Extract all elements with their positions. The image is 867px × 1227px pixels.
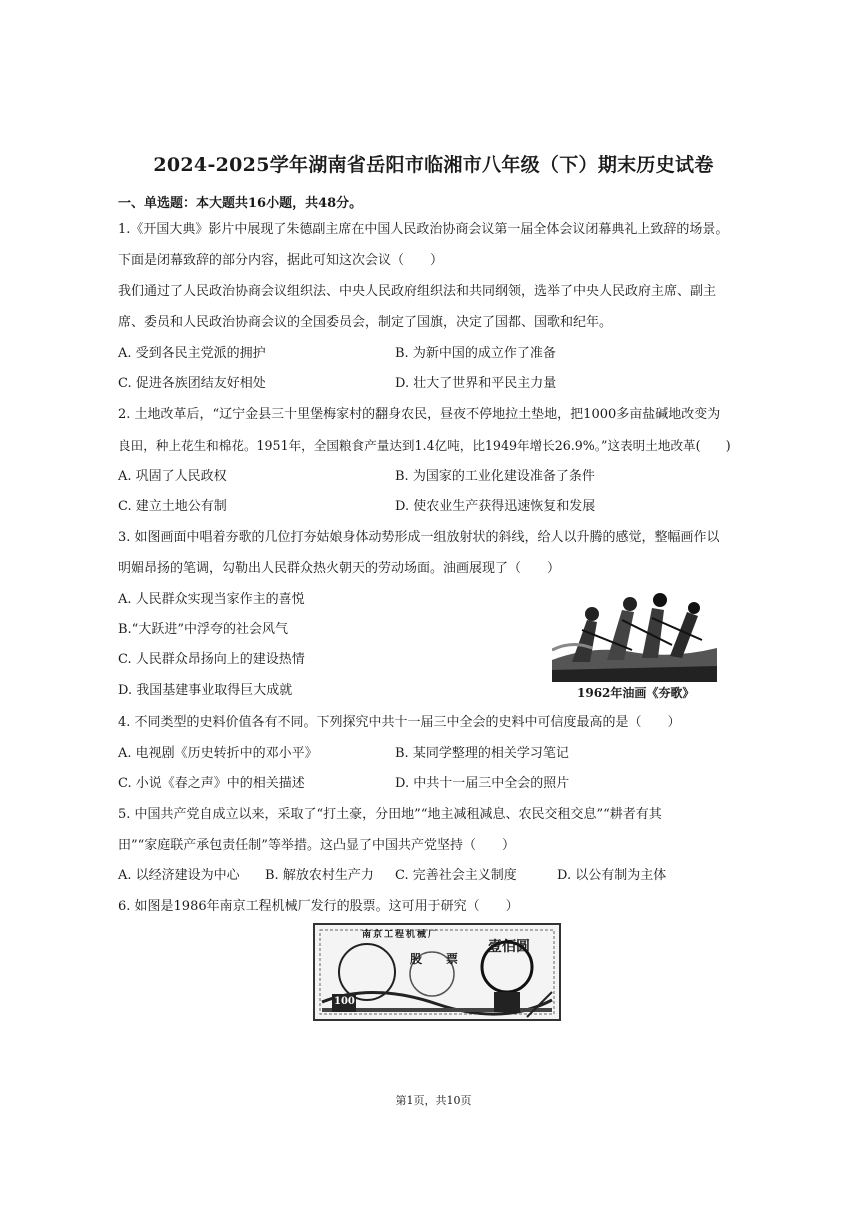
oil-painting-hangge-image <box>552 590 717 682</box>
question-3-option-c: C. 人民群众昂扬向上的建设热情 <box>118 652 305 667</box>
stock-label-text: 股 票 <box>410 952 459 966</box>
question-1-line-2: 下面是闭幕致辞的部分内容，据此可知这次会议（ ） <box>118 253 444 268</box>
question-1-quote-1: 我们通过了人民政治协商会议组织法、中央人民政府组织法和共同纲领，选举了中央人民政府主席、副主 <box>118 284 717 299</box>
page-title: 2024-2025学年湖南省岳阳市临湘市八年级（下）期末历史试卷 <box>153 154 714 176</box>
question-2-option-d: D. 使农业生产获得迅速恢复和发展 <box>395 499 596 514</box>
question-1-option-a: A. 受到各民主党派的拥护 <box>118 346 266 361</box>
painting-caption: 1962年油画《夯歌》 <box>577 686 695 700</box>
stock-corner-value: 100 <box>334 996 355 1007</box>
stock-certificate-image <box>312 922 562 1022</box>
question-4-option-a: A. 电视剧《历史转折中的邓小平》 <box>118 746 318 761</box>
question-2-line-1: 2. 土地改革后，“辽宁金县三十里堡梅家村的翻身农民，昼夜不停地拉土垫地，把1000多亩盐碱地改变为 <box>118 407 721 422</box>
question-4-line-1: 4. 不同类型的史料价值各有不同。下列探究中共十一届三中全会的史料中可信度最高的是（ ） <box>118 715 681 730</box>
question-5-line-2: 田”“家庭联产承包责任制”等举措。这凸显了中国共产党坚持（ ） <box>118 838 515 853</box>
question-2-option-a: A. 巩固了人民政权 <box>118 469 227 484</box>
question-1-option-c: C. 促进各族团结友好相处 <box>118 376 266 391</box>
stock-value-text: 壹佰圆 <box>488 939 530 955</box>
question-1-option-d: D. 壮大了世界和平民主力量 <box>395 376 557 391</box>
question-3-line-1: 3. 如图画面中唱着夯歌的几位打夯姑娘身体动势形成一组放射状的斜线，给人以升腾的感觉，整幅画作以 <box>118 530 720 545</box>
question-3-line-2: 明媚昂扬的笔调，勾勒出人民群众热火朝天的劳动场面。油画展现了（ ） <box>118 561 561 576</box>
question-2-line-2: 良田，种上花生和棉花。1951年，全国粮食产量达到1.4亿吨，比1949年增长26.9%。”这表明土地改革( ) <box>118 438 731 453</box>
question-4-option-d: D. 中共十一届三中全会的照片 <box>395 776 570 791</box>
question-1-line-1: 1.《开国大典》影片中展现了朱德副主席在中国人民政治协商会议第一届全体会议闭幕典礼上致辞的场景。 <box>118 222 729 237</box>
question-1-option-b: B. 为新中国的成立作了准备 <box>395 346 556 361</box>
question-5-line-1: 5. 中国共产党自成立以来，采取了“打土豪，分田地”“地主减租减息、农民交租交息”“耕者有其 <box>118 807 662 822</box>
question-3-option-b: B.“大跃进”中浮夸的社会风气 <box>118 622 288 637</box>
question-3-option-a: A. 人民群众实现当家作主的喜悦 <box>118 592 305 607</box>
question-4-option-b: B. 某同学整理的相关学习笔记 <box>395 746 569 761</box>
question-5-option-a: A. 以经济建设为中心 <box>118 868 240 883</box>
section-heading: 一、单选题：本大题共16小题，共48分。 <box>118 196 363 211</box>
question-2-option-c: C. 建立土地公有制 <box>118 499 227 514</box>
question-3-option-d: D. 我国基建事业取得巨大成就 <box>118 683 293 698</box>
question-6-line-1: 6. 如图是1986年南京工程机械厂发行的股票。这可用于研究（ ） <box>118 899 519 914</box>
question-5-option-b: B. 解放农村生产力 <box>265 868 374 883</box>
question-5-option-c: C. 完善社会主义制度 <box>395 868 517 883</box>
question-4-option-c: C. 小说《春之声》中的相关描述 <box>118 776 305 791</box>
question-5-option-d: D. 以公有制为主体 <box>557 868 667 883</box>
question-1-quote-2: 席、委员和人民政治协商会议的全国委员会，制定了国旗，决定了国都、国歌和纪年。 <box>118 315 613 330</box>
question-2-option-b: B. 为国家的工业化建设准备了条件 <box>395 469 595 484</box>
page-footer: 第1页，共10页 <box>395 1094 472 1107</box>
stock-header-text: 南京工程机械厂 <box>362 930 440 940</box>
